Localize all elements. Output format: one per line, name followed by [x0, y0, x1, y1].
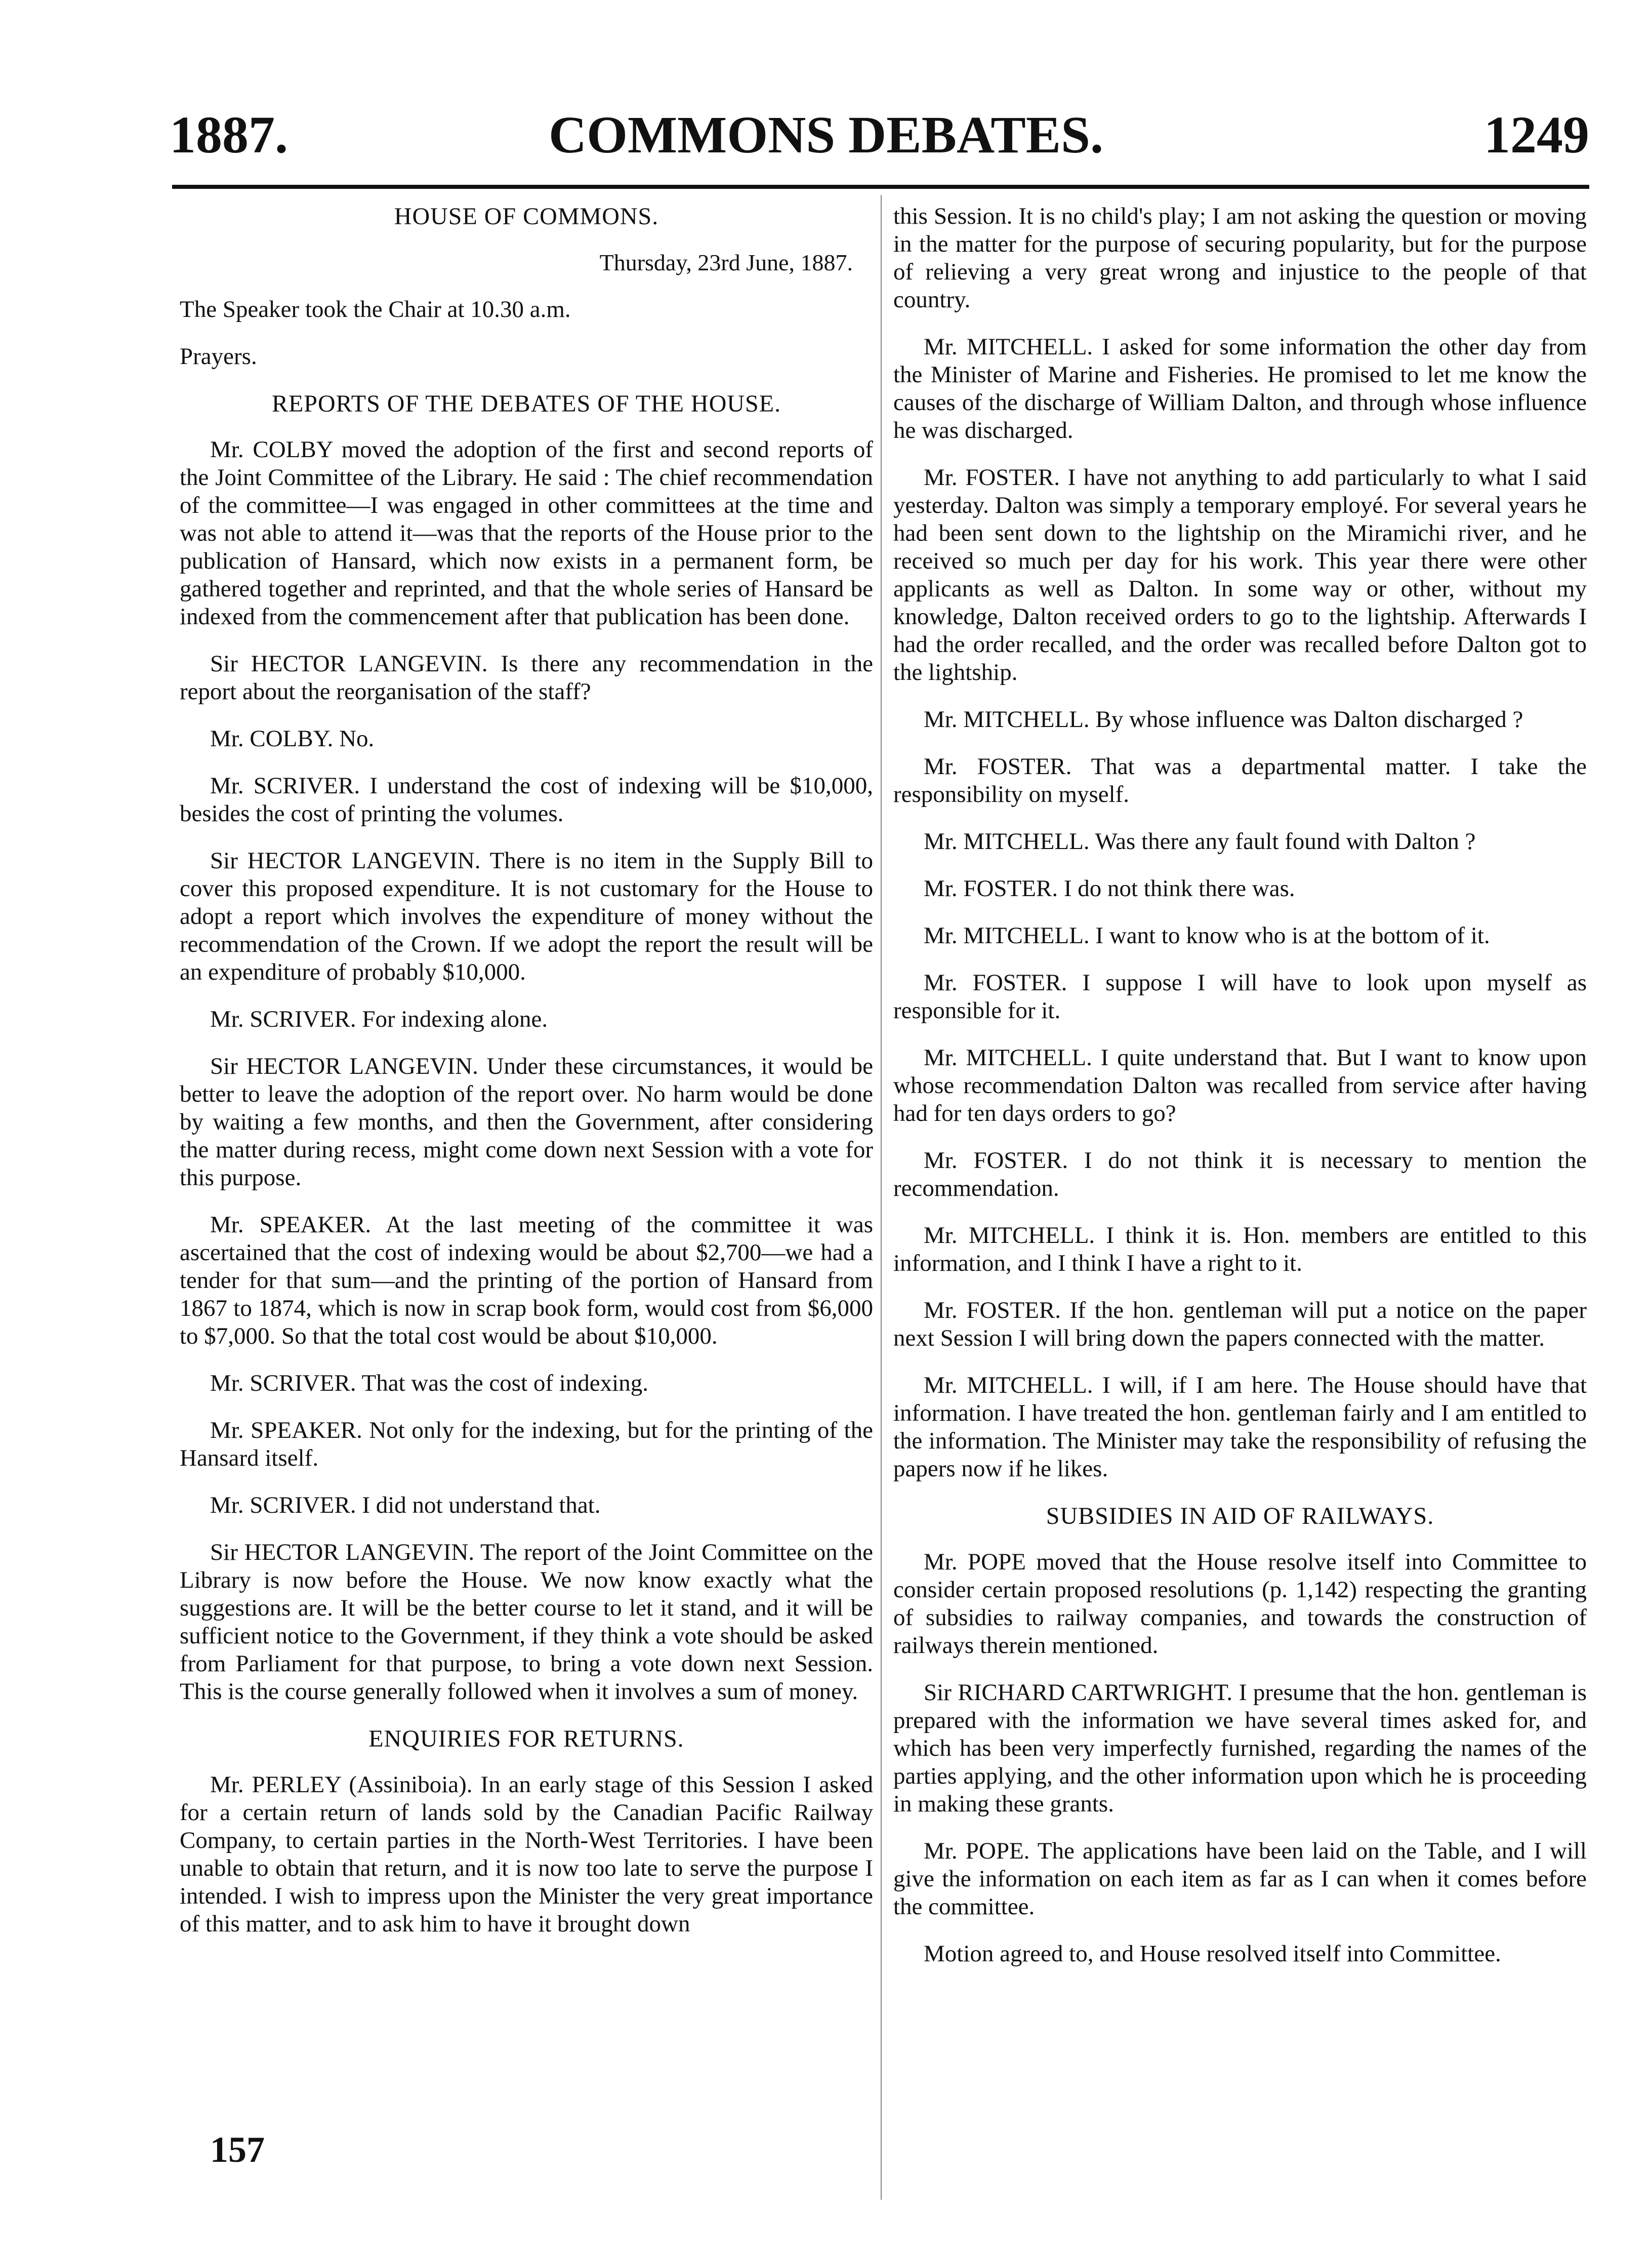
section-heading-subsidies: SUBSIDIES IN AID OF RAILWAYS. [1046, 1503, 1434, 1529]
speech-paragraph: Mr. MITCHELL. By whose influence was Dalton discharged ? [924, 706, 1523, 733]
column-divider [881, 195, 882, 2200]
speech-paragraph: Mr. FOSTER. I do not think it is necessary to mention the recommendation. [893, 1147, 1587, 1201]
speech-paragraph: Mr. SPEAKER. At the last meeting of the committee it was ascertained that the cost of indexing would be about $2,700—we had a tender for that sum—and the printing of the portion of Hansard from 1867 to 1874, which is now in scrap book form, would cost from $6,000 to $7,000. So that the total cost would be about $10,000. [180, 1212, 873, 1349]
speaker-line: The Speaker took the Chair at 10.30 a.m. [180, 296, 571, 322]
left-column [180, 203, 873, 1957]
header-rule [172, 185, 1589, 189]
speech-paragraph: Sir HECTOR LANGEVIN. There is no item in the Supply Bill to cover this proposed expenditure. It is not customary for the House to adopt a report which involves the expenditure of money without the recommendation of the Crown. If we adopt the report the result will be an expenditure of probably $10,000. [180, 848, 873, 985]
speech-paragraph: Mr. MITCHELL. I want to know who is at the bottom of it. [924, 922, 1490, 949]
section-heading-enquiries: ENQUIRIES FOR RETURNS. [368, 1725, 684, 1752]
page-number: 1249 [1484, 106, 1589, 164]
speech-paragraph: Mr. POPE moved that the House resolve itself into Committee to consider certain proposed resolutions (p. 1,142) respecting the granting of subsidies to railway companies, and towards the construction of railways therein mentioned. [893, 1549, 1587, 1659]
speech-paragraph: Mr. MITCHELL. I think it is. Hon. members are entitled to this information, and I think I have a right to it. [893, 1222, 1587, 1276]
speech-paragraph: Mr. MITCHELL. I quite understand that. But I want to know upon whose recommendation Dalton was recalled from service after having had for ten days orders to go? [893, 1044, 1587, 1126]
speech-paragraph: Sir HECTOR LANGEVIN. Is there any recommendation in the report about the reorganisation of the staff? [180, 651, 873, 705]
sheet-signature-mark: 157 [210, 2129, 265, 2170]
speech-paragraph: Mr. MITCHELL. Was there any fault found with Dalton ? [924, 828, 1476, 855]
speech-paragraph: Mr. POPE. The applications have been laid on the Table, and I will give the information on each item as far as I can when it comes before the committee. [893, 1838, 1587, 1920]
speech-paragraph: Mr. SCRIVER. That was the cost of indexing. [210, 1370, 648, 1396]
right-column [893, 203, 1587, 1987]
speech-paragraph: Mr. SCRIVER. For indexing alone. [210, 1006, 548, 1032]
speech-paragraph: Mr. FOSTER. I have not anything to add particularly to what I said yesterday. Dalton was simply a temporary employé. For several years he had been sent down to the lightship on the Miramichi river, and he received so much per day for his work. This year there were other applicants as well as Dalton. In some way or other, without my knowledge, Dalton received orders to go to the lightship. Afterwards I had the order recalled, and the order was recalled before Dalton got to the lightship. [893, 464, 1587, 686]
section-heading-reports: REPORTS OF THE DEBATES OF THE HOUSE. [271, 390, 781, 417]
prayers-line: Prayers. [180, 343, 257, 370]
speech-paragraph: Motion agreed to, and House resolved itself into Committee. [924, 1941, 1501, 1967]
speech-paragraph: Mr. COLBY. No. [210, 725, 375, 752]
date-line: Thursday, 23rd June, 1887. [599, 250, 853, 275]
running-title: COMMONS DEBATES. [549, 106, 1103, 164]
speech-paragraph: Mr. FOSTER. I suppose I will have to look upon myself as responsible for it. [893, 970, 1587, 1024]
speech-paragraph: Mr. FOSTER. That was a departmental matter. I take the responsibility on myself. [893, 753, 1587, 808]
speech-paragraph: Sir HECTOR LANGEVIN. The report of the Joint Committee on the Library is now before the House. We now know exactly what the suggestions are. It will be the better course to let it stand, and it will be sufficient notice to the Government, if they think a vote should be asked from Parliament for that purpose, to bring a vote down next Session. This is the course generally followed when it involves a sum of money. [180, 1539, 873, 1705]
speech-paragraph: Mr. FOSTER. I do not think there was. [924, 875, 1295, 902]
speech-paragraph: Mr. MITCHELL. I asked for some information the other day from the Minister of Marine and Fisheries. He promised to let me know the causes of the discharge of William Dalton, and through whose influence he was discharged. [893, 334, 1587, 443]
speech-paragraph: Mr. SCRIVER. I did not understand that. [210, 1492, 601, 1518]
running-year: 1887. [170, 106, 288, 164]
speech-paragraph: Mr. MITCHELL. I will, if I am here. The House should have that information. I have treated the hon. gentleman fairly and I am entitled to the information. The Minister may take the responsibility of refusing the papers now if he likes. [893, 1372, 1587, 1482]
speech-paragraph: Mr. FOSTER. If the hon. gentleman will put a notice on the paper next Session I will bring down the papers connected with the matter. [893, 1297, 1587, 1351]
section-heading-house: HOUSE OF COMMONS. [394, 203, 659, 230]
speech-paragraph: Mr. PERLEY (Assiniboia). In an early stage of this Session I asked for a certain return of lands sold by the Canadian Pacific Railway Company, to certain parties in the North-West Territories. I have been unable to obtain that return, and it is now too late to serve the purpose I intended. I wish to impress upon the Minister the very great importance of this matter, and to ask him to have it brought down [180, 1771, 873, 1937]
speech-paragraph: Sir RICHARD CARTWRIGHT. I presume that the hon. gentleman is prepared with the information we have several times asked for, and which has been very imperfectly furnished, regarding the names of the parties applying, and the other information upon which he is proceeding in making these grants. [893, 1679, 1587, 1817]
speech-paragraph-continued: this Session. It is no child's play; I am not asking the question or moving in the matter for the purpose of securing popularity, but for the purpose of relieving a very great wrong and injustice to the people of that country. [893, 203, 1587, 313]
speech-paragraph: Sir HECTOR LANGEVIN. Under these circumstances, it would be better to leave the adoption of the report over. No harm would be done by waiting a few months, and then the Government, after considering the matter during recess, might come down next Session with a vote for this purpose. [180, 1053, 873, 1191]
speech-paragraph: Mr. SPEAKER. Not only for the indexing, but for the printing of the Hansard itself. [180, 1417, 873, 1471]
speech-paragraph: Mr. COLBY moved the adoption of the first and second reports of the Joint Committee of the Library. He said : The chief recommendation of the committee—I was engaged in other committees at the time and was not able to attend it—was that the reports of the House prior to the publication of Hansard, which now exists in a permanent form, be gathered together and reprinted, and that the whole series of Hansard be indexed from the commencement after that publication has been done. [180, 436, 873, 630]
speech-paragraph: Mr. SCRIVER. I understand the cost of indexing will be $10,000, besides the cost of printing the volumes. [180, 773, 873, 827]
